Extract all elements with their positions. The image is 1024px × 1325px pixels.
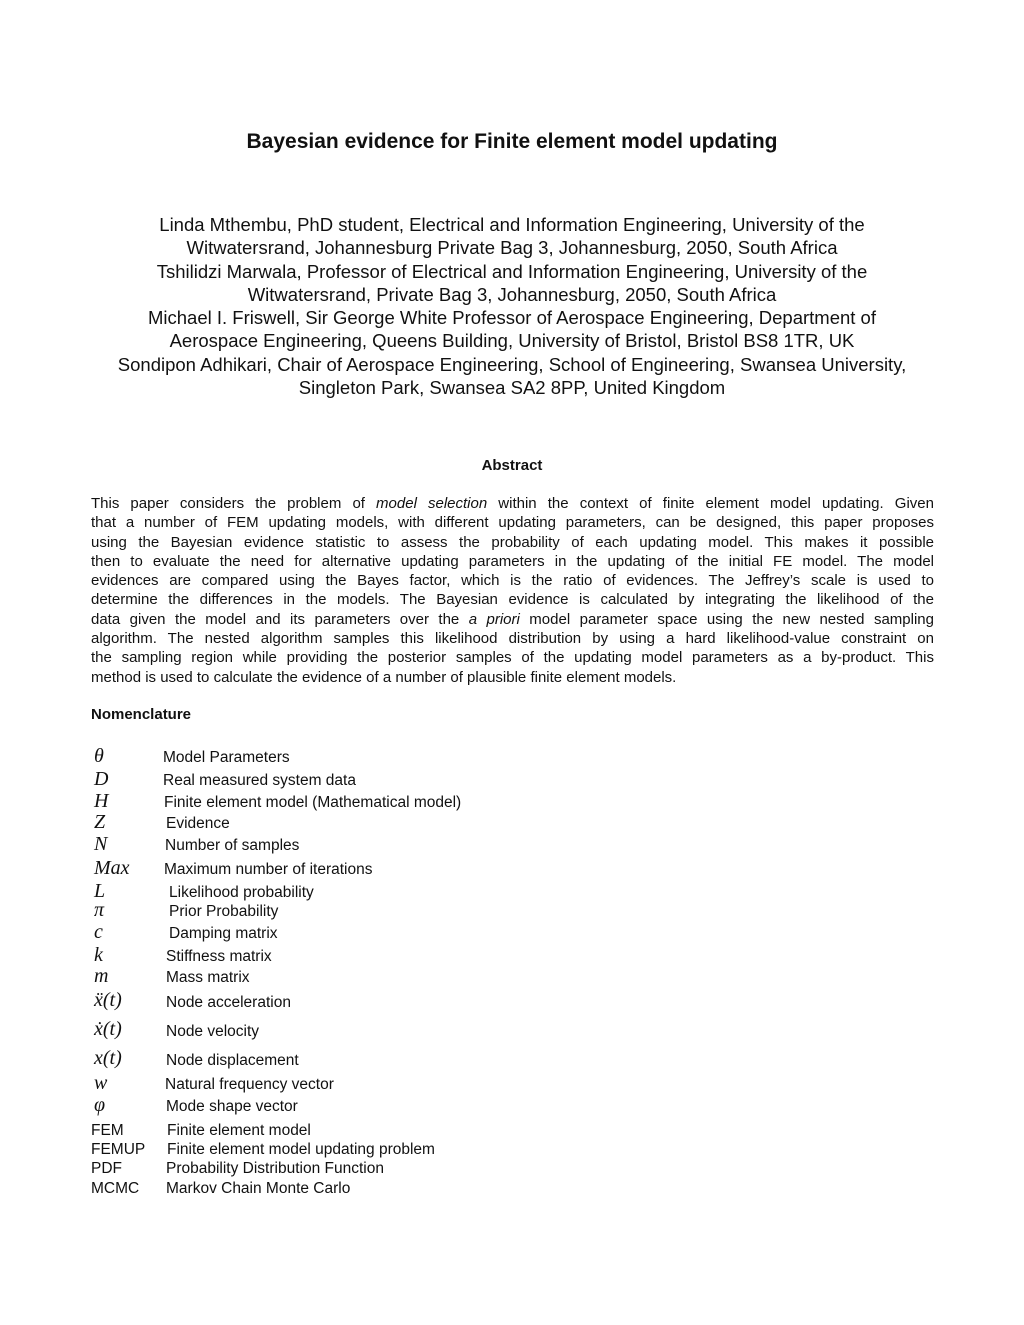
nomenclature-item — [91, 812, 791, 836]
nomenclature-desc: Damping matrix — [169, 925, 278, 942]
nomenclature-item — [91, 900, 791, 924]
nomenclature-desc: Prior Probability — [169, 903, 279, 920]
nomenclature-item — [91, 769, 791, 793]
nomenclature-item — [91, 746, 791, 770]
author-line: Linda Mthembu, PhD student, Electrical and Information Engineering, University of the — [159, 214, 865, 235]
nomenclature-item — [91, 922, 791, 946]
nomenclature-desc: Stiffness matrix — [166, 948, 272, 965]
author-block — [60, 213, 964, 399]
nomenclature-desc: Markov Chain Monte Carlo — [166, 1180, 351, 1197]
abstract-line: then to evaluate the need for alternative updating parameters in the updating of the initial FE model. The model — [91, 552, 934, 570]
nomenclature-symbol: φ — [94, 1094, 106, 1116]
abstract-line: evidences are compared using the Bayes factor, which is the ratio of evidences. The Jeffrey’s scale is used to — [91, 572, 934, 590]
nomenclature-desc: Probability Distribution Function — [166, 1160, 384, 1177]
author-line: Witwatersrand, Private Bag 3, Johannesburg, 2050, South Africa — [247, 283, 777, 305]
nomenclature-symbol: Z — [94, 811, 106, 833]
abstract-line: that a number of FEM updating models, with different updating parameters, can be designed, this paper proposes — [91, 514, 934, 532]
nomenclature-desc: Maximum number of iterations — [164, 861, 373, 878]
nomenclature-desc: Finite element model updating problem — [167, 1141, 435, 1158]
emphasis: a priori — [468, 610, 520, 628]
abstract-line: data given the model and its parameters over the a priori model parameter space using the new nested sampling — [91, 610, 934, 628]
nomenclature-symbol: π — [94, 899, 105, 921]
nomenclature-symbol: ẋ(t) — [94, 1018, 122, 1040]
emphasis: model selection — [376, 495, 488, 512]
nomenclature-desc: Natural frequency vector — [165, 1076, 334, 1093]
nomenclature-symbol: L — [94, 880, 106, 902]
abstract-line: algorithm. The nested algorithm samples this likelihood distribution by using a hard likelihood-value constraint on — [91, 630, 934, 648]
nomenclature-symbol: k — [94, 944, 103, 966]
nomenclature-desc: Real measured system data — [163, 772, 356, 789]
nomenclature-symbol: Max — [94, 857, 130, 879]
nomenclature-symbol: ẍ(t) — [94, 989, 122, 1011]
nomenclature-item — [91, 1177, 791, 1201]
nomenclature-item — [91, 1095, 791, 1119]
nomenclature-symbol: c — [94, 921, 103, 943]
nomenclature-desc: Node velocity — [166, 1023, 260, 1040]
nomenclature-item — [91, 1073, 791, 1097]
author-line: Sondipon Adhikari, Chair of Aerospace Engineering, School of Engineering, Swansea University, — [117, 353, 907, 375]
nomenclature-desc: Node displacement — [166, 1052, 299, 1069]
nomenclature-desc: Likelihood probability — [169, 884, 314, 901]
abstract-body — [91, 494, 934, 687]
nomenclature-symbol: w — [94, 1072, 108, 1094]
nomenclature-desc: Finite element model (Mathematical model) — [164, 794, 462, 811]
nomenclature-desc: Finite element model — [167, 1122, 311, 1139]
nomenclature-desc: Mode shape vector — [166, 1098, 298, 1115]
nomenclature-desc: Evidence — [166, 815, 230, 832]
author-line: Michael I. Friswell, Sir George White Professor of Aerospace Engineering, Department of — [148, 307, 876, 329]
nomenclature-item — [91, 1049, 791, 1073]
nomenclature-item — [91, 858, 791, 882]
nomenclature-item — [91, 991, 791, 1015]
nomenclature-symbol: x(t) — [94, 1047, 122, 1069]
nomenclature-heading: Nomenclature — [91, 706, 192, 723]
nomenclature-desc: Model Parameters — [163, 749, 290, 766]
nomenclature-symbol: PDF — [91, 1160, 122, 1177]
nomenclature-symbol: D — [94, 768, 109, 790]
nomenclature-desc: Number of samples — [165, 837, 300, 854]
paper-title: Bayesian evidence for Finite element model updating — [246, 130, 778, 153]
nomenclature-symbol: m — [94, 965, 109, 987]
abstract-line: This paper considers the problem of model selection within the context of finite element model updating. Given — [91, 495, 934, 512]
author-line: Aerospace Engineering, Queens Building, University of Bristol, Bristol BS8 1TR, UK — [169, 330, 855, 352]
nomenclature-desc: Node acceleration — [166, 994, 291, 1011]
nomenclature-symbol: MCMC — [91, 1180, 140, 1197]
nomenclature-desc: Mass matrix — [166, 969, 250, 986]
nomenclature-item — [91, 834, 791, 858]
abstract-line: the sampling region while providing the posterior samples of the updating model parameters as a by-product. This — [91, 649, 934, 667]
nomenclature-item — [91, 1020, 791, 1044]
author-line: Witwatersrand, Johannesburg Private Bag 3, Johannesburg, 2050, South Africa — [186, 237, 838, 259]
nomenclature-symbol: H — [94, 790, 109, 812]
nomenclature-symbol: FEMUP — [91, 1141, 146, 1158]
abstract-line: method is used to calculate the evidence of a number of plausible finite element models. — [91, 668, 677, 686]
abstract-line: using the Bayesian evidence statistic to assess the probability of each updating model. This makes it possible — [91, 533, 934, 551]
nomenclature-item — [91, 966, 791, 990]
abstract-heading: Abstract — [481, 457, 543, 474]
nomenclature-symbol: θ — [94, 745, 104, 767]
author-line: Singleton Park, Swansea SA2 8PP, United Kingdom — [298, 377, 726, 399]
abstract-line: determine the differences in the models. The Bayesian evidence is calculated by integrating the likelihood of the — [91, 591, 934, 609]
nomenclature-symbol: N — [94, 833, 108, 855]
author-line: Tshilidzi Marwala, Professor of Electrical and Information Engineering, University of the — [156, 260, 868, 282]
nomenclature-symbol: FEM — [91, 1122, 124, 1139]
